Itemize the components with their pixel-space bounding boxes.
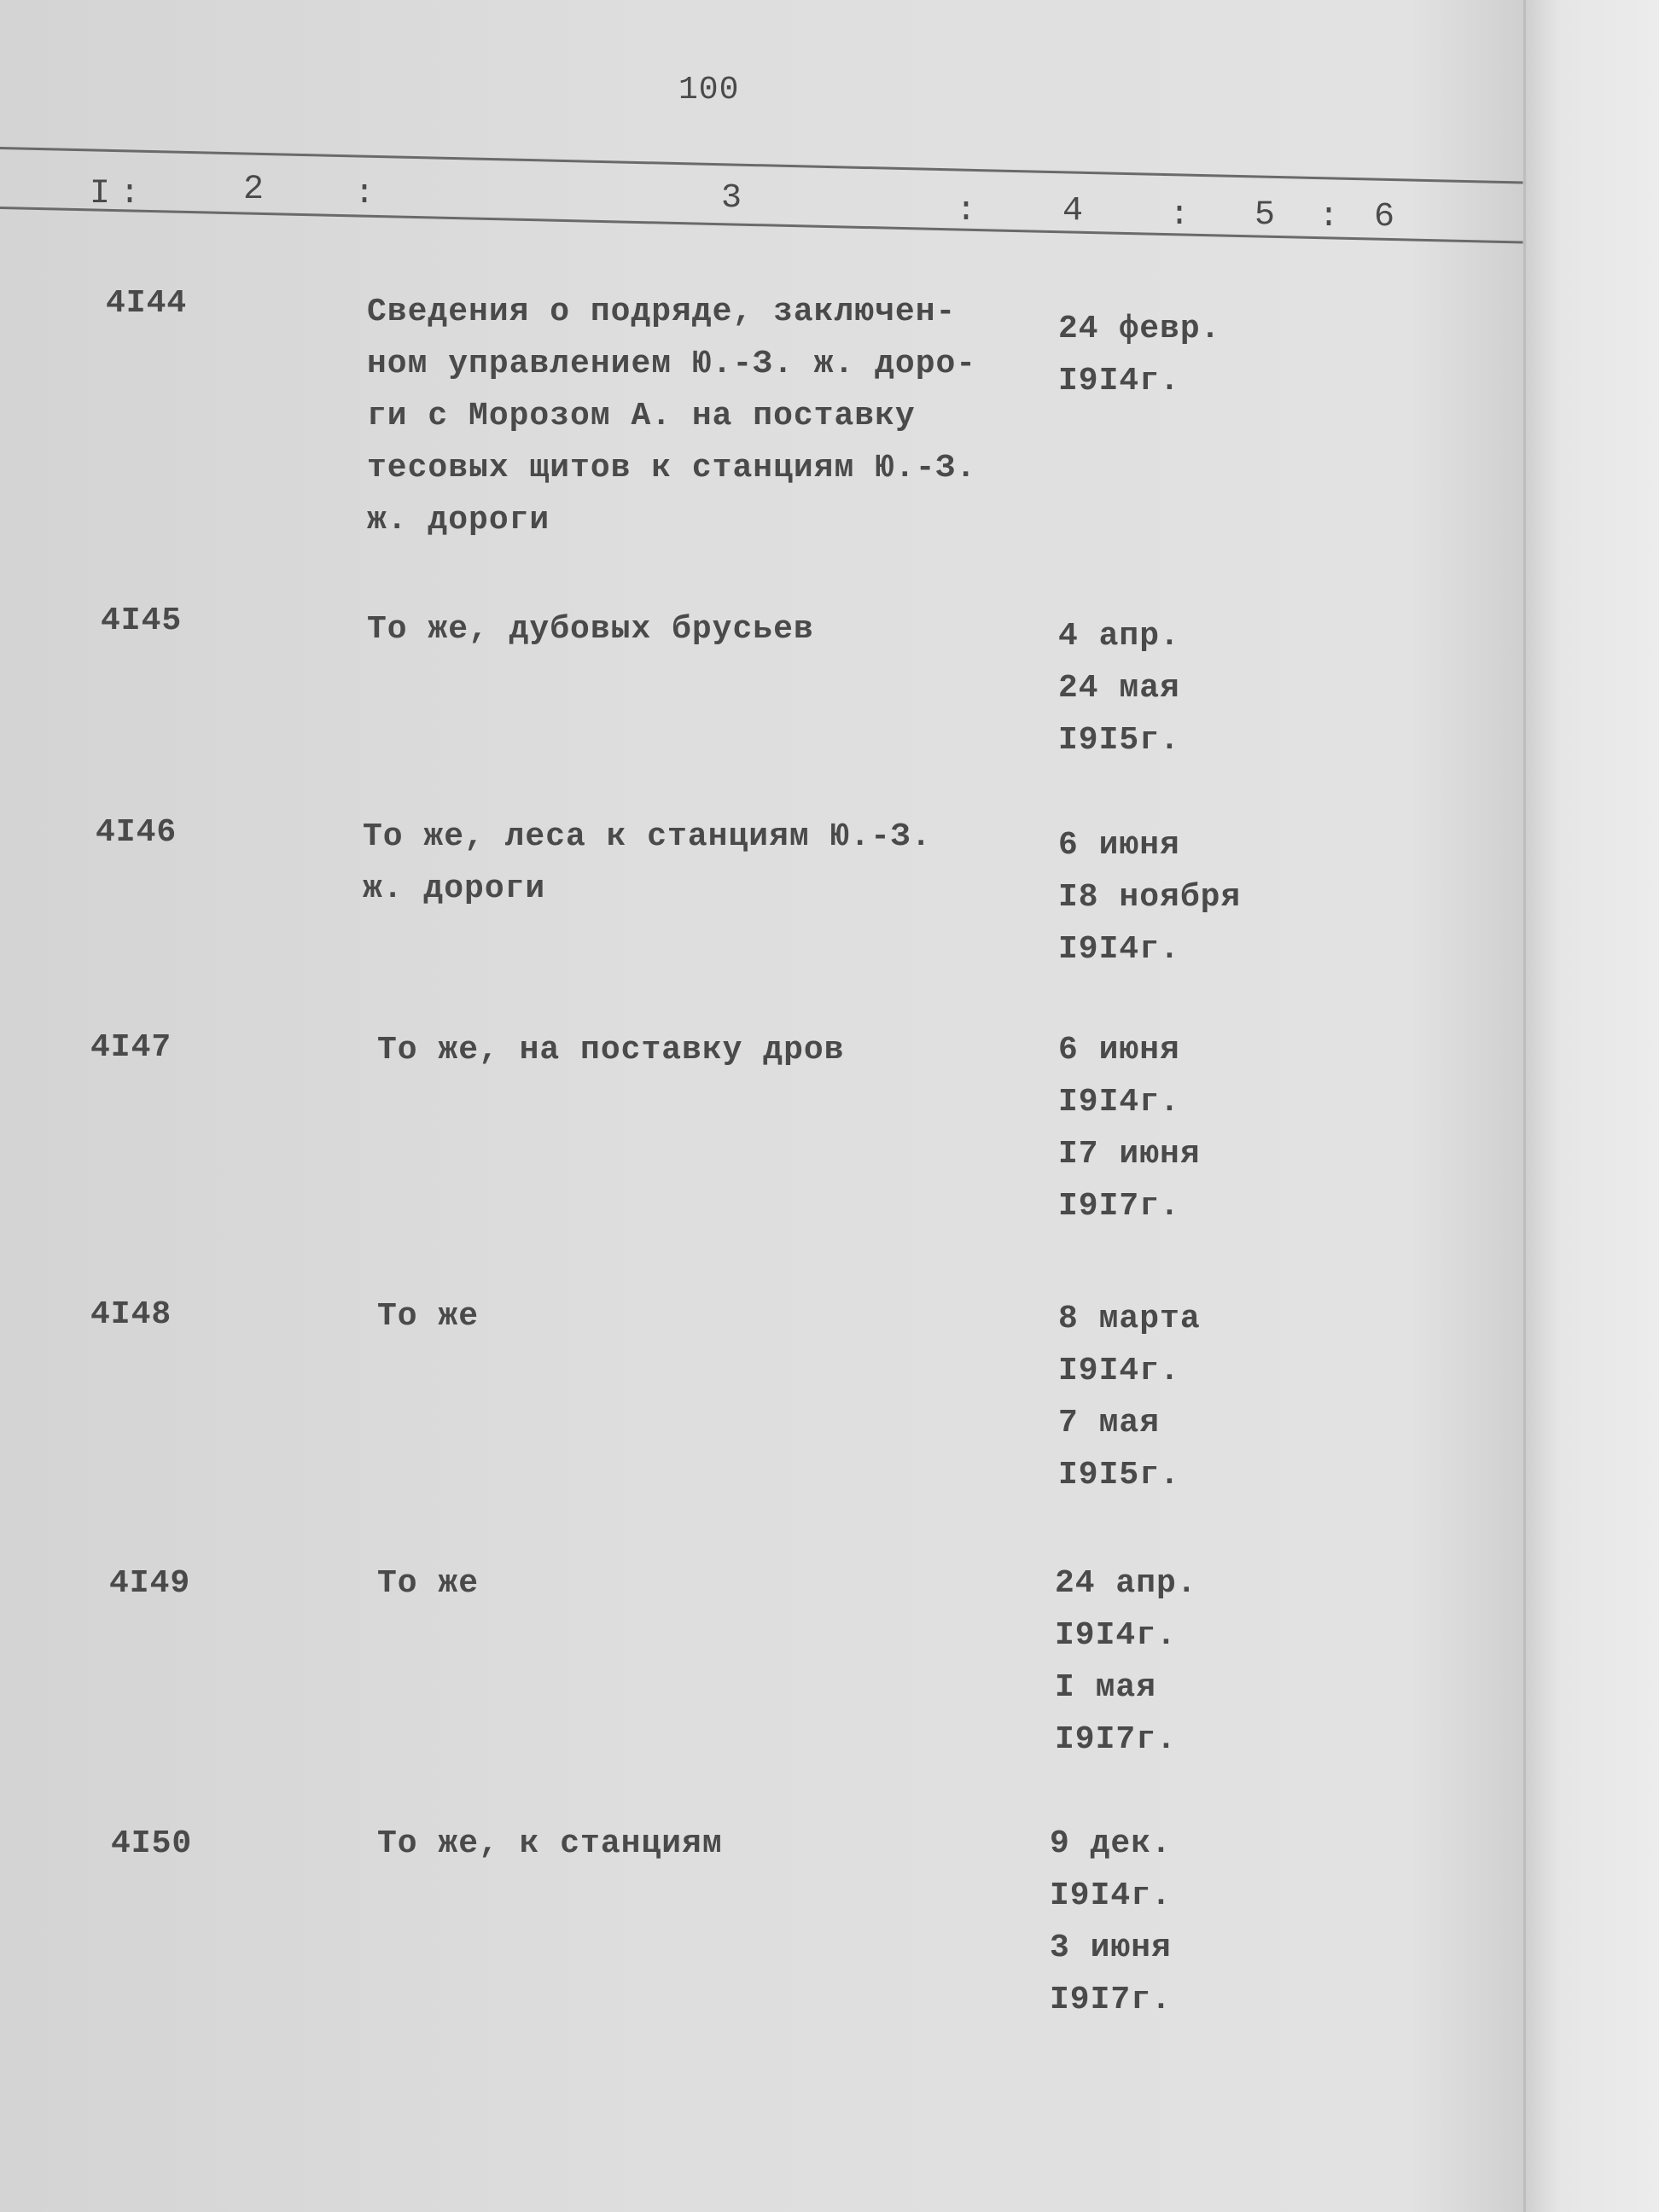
entry-dates: 4 апр. 24 мая I9I5г. [1058,618,1180,759]
column-header-6: 6 [1374,198,1395,236]
entry-title: То же, на поставку дров [377,1032,845,1068]
entry-title: То же, дубовых брусьев [367,611,814,648]
entry-dates: 9 дек. I9I4г. 3 июня I9I7г. [1050,1825,1172,2018]
entry-title: Сведения о подряде, заключен- ном управлением Ю.-З. ж. доро- ги с Морозом А. на поставку тесовых щитов к станциям Ю.-З. ж. дороги [367,294,977,538]
column-header-5: 5 [1254,196,1276,235]
entry-title: То же [377,1298,480,1335]
entry-number: 4I45 [101,602,183,639]
entry-number: 4I49 [109,1565,191,1602]
column-separator: : [1318,198,1340,236]
column-header-1: I [90,175,111,213]
column-header-3: 3 [721,179,742,218]
entry-dates: 24 февр. I9I4г. [1058,311,1221,399]
column-separator: : [354,175,375,213]
entry-dates: 6 июня I8 ноября I9I4г. [1058,827,1242,968]
page-number: 100 [678,72,740,108]
column-separator: : [119,175,141,213]
header-bottom-rule [0,207,1523,243]
entry-dates: 24 апр. I9I4г. I мая I9I7г. [1055,1565,1197,1758]
entry-number: 4I46 [96,814,178,851]
column-separator: : [956,192,977,230]
entry-number: 4I48 [90,1296,172,1333]
header-top-rule [0,147,1523,183]
column-header-2: 2 [243,171,265,209]
entry-number: 4I50 [111,1825,193,1862]
entry-number: 4I47 [90,1029,172,1066]
column-separator: : [1169,196,1190,235]
entry-dates: 6 июня I9I4г. I7 июня I9I7г. [1058,1032,1201,1225]
column-header-4: 4 [1062,192,1084,230]
page-edge [1523,0,1526,2212]
entry-dates: 8 марта I9I4г. 7 мая I9I5г. [1058,1301,1201,1493]
entry-number: 4I44 [106,285,188,322]
entry-title: То же, леса к станциям Ю.-З. ж. дороги [363,818,932,907]
entry-title: То же [377,1565,480,1602]
entry-title: То же, к станциям [377,1825,723,1862]
